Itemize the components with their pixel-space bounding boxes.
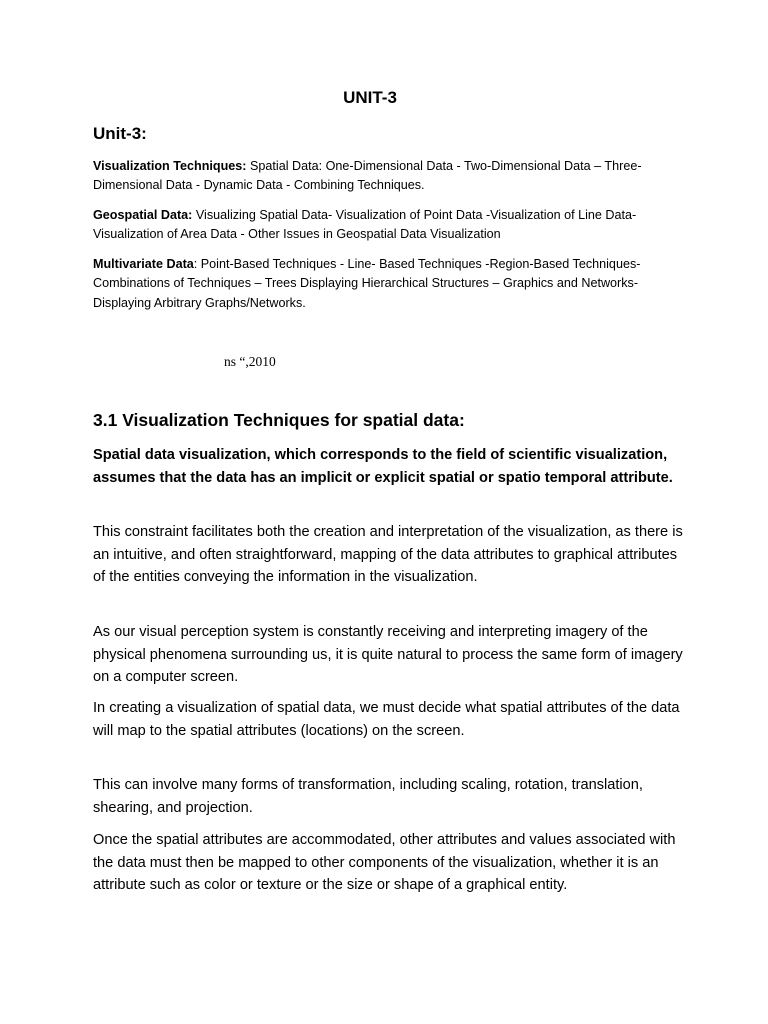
unit-title: UNIT-3 <box>343 88 397 107</box>
syllabus-visualization-techniques <box>93 157 673 196</box>
syllabus-label: Geospatial Data: <box>93 208 193 222</box>
section-heading: 3.1 Visualization Techniques for spatial data: <box>93 410 465 430</box>
section-intro <box>93 444 683 489</box>
paragraph: This constraint facilitates both the creation and interpretation of the visualization, as there is an intuitive, and often straightforward, mapping of the data attributes to graphical attributes of the entities conveying the information in the visualization. <box>93 524 683 585</box>
syllabus-multivariate-data <box>93 255 673 313</box>
paragraph: Once the spatial attributes are accommodated, other attributes and values associated with the data must then be mapped to other components of the visualization, whether it is an attribute such as color or texture or the size or shape of a graphical entity. <box>93 832 676 893</box>
section-intro-bold: Spatial data visualization, which corresponds to the field of scientific visualization, assumes that the data has an implicit or explicit spatial or spatio temporal attribute <box>93 447 669 486</box>
syllabus-text: Visualizing Spatial Data- Visualization of Point Data -Visualization of Line Data-Visualization of Area Data - Other Issues in Geospatial Data Visualization <box>93 208 637 242</box>
syllabus-geospatial-data <box>93 206 673 245</box>
syllabus-text: Spatial Data: One-Dimensional Data - Two-Dimensional Data – Three-Dimensional Data - Dynamic Data - Combining Techniques. <box>93 159 642 193</box>
syllabus-text: : Point-Based Techniques - Line- Based Techniques -Region-Based Techniques-Combinations of Techniques – Trees Displaying Hierarchical Structures – Graphics and Networks-Displaying Arbitrary Graphs/Networks. <box>93 257 641 310</box>
syllabus-label: Multivariate Data <box>93 257 194 271</box>
paragraph: As our visual perception system is constantly receiving and interpreting imagery of the physical phenomena surrounding us, it is quite natural to process the same form of imagery on a computer screen. <box>93 624 683 685</box>
paragraph: In creating a visualization of spatial data, we must decide what spatial attributes of the data will map to the spatial attributes (locations) on the screen. <box>93 700 680 739</box>
syllabus-label: Visualization Techniques: <box>93 159 247 173</box>
reference-fragment: ns “,2010 <box>224 354 276 369</box>
paragraph: This can involve many forms of transformation, including scaling, rotation, translation, shearing, and projection. <box>93 777 643 816</box>
unit-subtitle: Unit-3: <box>93 124 147 143</box>
section-intro-period: . <box>668 469 673 486</box>
